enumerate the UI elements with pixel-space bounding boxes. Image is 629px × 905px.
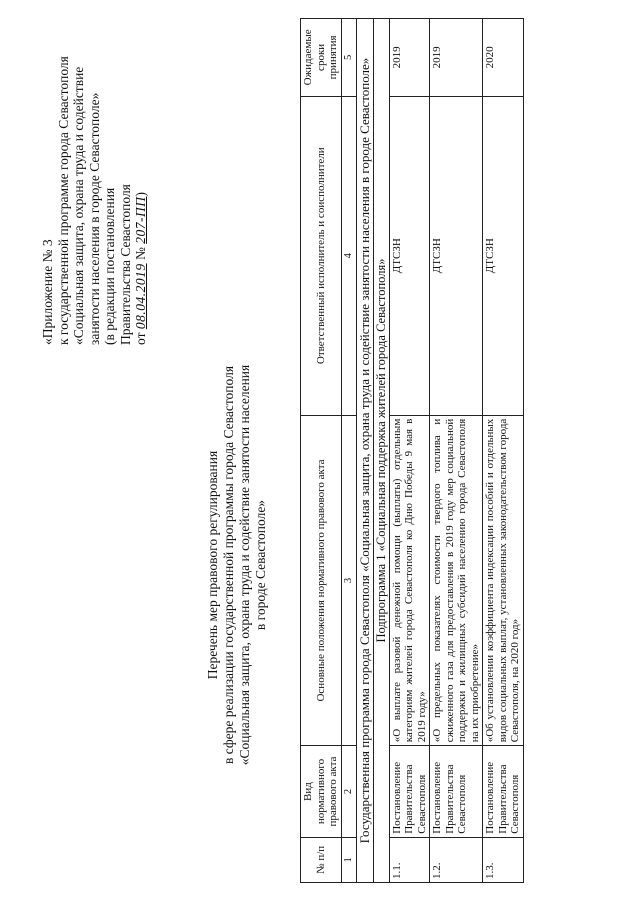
- header-main: Основные положения нормативного правового акта: [301, 415, 342, 746]
- column-number: 3: [341, 415, 357, 746]
- row-no: 1.3.: [483, 837, 524, 882]
- column-number: 4: [341, 96, 357, 415]
- handwritten-date: 08.04.2019: [133, 263, 148, 330]
- row-term: 2019: [430, 19, 483, 97]
- table-row: [483, 19, 524, 883]
- closing-paren: ): [133, 192, 148, 197]
- appendix-line: Правительства Севастополя: [117, 184, 133, 345]
- title-line-1: Перечень мер правового регулирования: [205, 450, 220, 680]
- row-responsible: ДТСЗН: [389, 96, 430, 415]
- table-row: [430, 19, 483, 883]
- title-line-2: в сфере реализации государственной программы города Севастополя: [221, 365, 236, 765]
- row-no: 1.2.: [430, 837, 483, 882]
- table-row: [389, 19, 430, 883]
- appendix-date-line: [133, 15, 149, 345]
- appendix-line: (в редакции постановления: [102, 187, 117, 345]
- row-main: «Об установлении коэффициента индексации пособий и отдельных видов социальных выплат, установленных законодательством города Севастополя, на 2020 год»: [483, 415, 524, 746]
- column-number: 2: [341, 746, 357, 838]
- title-line-3: «Социальная защита, охрана труда и содействие занятости населения: [237, 364, 252, 766]
- program-title: Государственная программа города Севастополя «Социальная защита, охрана труда и содействие занятости населения в городе Севастополе»: [357, 19, 374, 883]
- subprogram-row: [374, 19, 390, 883]
- row-main: «О предельных показателях стоимости твердого топлива и сжиженного газа для предоставления в 2019 году мер социальной поддержки и жилищных субсидий населению города Севастополя на их приобретение»: [430, 415, 483, 746]
- header-row: [301, 19, 342, 883]
- subprogram-title: Подпрограмма 1 «Социальная поддержка жителей города Севастополя»: [374, 19, 390, 883]
- header-term: Ожидаемые сроки принятия: [301, 19, 342, 97]
- program-row: [357, 19, 374, 883]
- row-type: Постановление Правительства Севастополя: [389, 746, 430, 838]
- row-main: «О выплате разовой денежной помощи (выплаты) отдельным категориям жителей города Севастополя ко Дню Победы 9 мая в 2019 году»: [389, 415, 430, 746]
- number-prefix: №: [133, 247, 148, 261]
- date-prefix: от: [133, 332, 148, 345]
- header-no: № п/п: [301, 837, 342, 882]
- appendix-line: занятости населения в городе Севастополе»: [86, 92, 102, 345]
- column-number-row: [341, 19, 357, 883]
- measures-table: [300, 18, 524, 883]
- appendix-line: «Социальная защита, охрана труда и содействие: [71, 66, 86, 345]
- row-term: 2020: [483, 19, 524, 97]
- header-responsible: Ответственный исполнитель и соисполнители: [301, 96, 342, 415]
- row-type: Постановление Правительства Севастополя: [483, 746, 524, 838]
- title-line-4: в городе Севастополе»: [253, 499, 268, 631]
- row-responsible: ДТСЗН: [483, 96, 524, 415]
- row-no: 1.1.: [389, 837, 430, 882]
- header-type: Вид нормативного правового акта: [301, 746, 342, 838]
- handwritten-number: 207-ПП: [133, 196, 148, 244]
- column-number: 1: [341, 837, 357, 882]
- appendix-block: [40, 15, 149, 345]
- column-number: 5: [341, 19, 357, 97]
- appendix-line: «Приложение № 3: [40, 239, 55, 345]
- row-type: Постановление Правительства Севастополя: [430, 746, 483, 838]
- row-responsible: ДТСЗН: [430, 96, 483, 415]
- document-title: [205, 355, 269, 775]
- row-term: 2019: [389, 19, 430, 97]
- appendix-line: к государственной программе города Севастополя: [55, 56, 71, 345]
